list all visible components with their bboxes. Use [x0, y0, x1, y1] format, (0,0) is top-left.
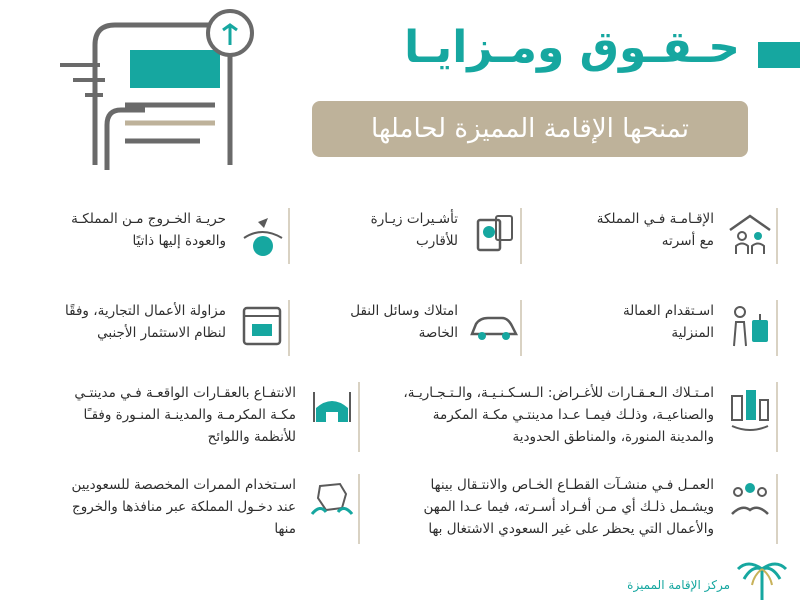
saudi-map-hands-icon	[302, 474, 360, 544]
title-accent-bar	[758, 42, 800, 68]
passport-visa-icon	[464, 208, 522, 264]
subtitle-text: تمنحها الإقامة المميزة لحاملها	[371, 114, 689, 144]
online-shop-icon	[232, 300, 290, 356]
document-illustration-icon	[55, 5, 265, 175]
car-icon	[464, 300, 522, 356]
benefit-domestic-workers: اسـتقدام العمالة المنزلية	[538, 300, 778, 360]
family-house-icon	[720, 208, 778, 264]
benefit-makkah-madinah-property: الانتفـاع بالعقـارات الواقعـة فـي مدينتـي مكـة المكرمـة والمدينـة المنـورة وفقـًا للأنظمة واللوائح	[10, 382, 360, 452]
brand-name: مركز الإقامة المميزة	[627, 578, 730, 592]
benefit-private-sector-work: العمـل فـي منشـآت القطـاع الخـاص والانتـقال بينها ويشـمل ذلـك أي مـن أفـراد أسـرته، فيما عـدا المهن والأعمال التي يحظر على غير السعودي الاشتغال بها	[368, 474, 778, 544]
benefit-citizen-lanes: اسـتخدام الممرات المخصصة للسعوديين عند دخـول المملكة عبر منافذها والخروج منها	[10, 474, 360, 544]
benefit-real-estate-ownership: امـتـلاك الـعـقـارات للأغـراض: الـسـكـنـيـة، والـتـجـاريـة، والصناعيـة، وذلـك فيمـا عـدا مدينتـي مكـة المكرمة والمدينة المنورة، والمناطق الحدودية	[378, 382, 778, 452]
benefit-vehicles: امتلاك وسائل النقل الخاصة	[272, 300, 522, 360]
palm-logo-icon	[734, 555, 790, 600]
page-title: حـقـوق ومـزايـا	[404, 22, 740, 73]
benefit-business: مزاولة الأعمال التجارية، وفقًا لنظام الاستثمار الأجنبي	[10, 300, 290, 360]
city-buildings-icon	[720, 382, 778, 452]
subtitle-banner	[320, 101, 740, 157]
luggage-worker-icon	[720, 300, 778, 356]
benefit-visit-visas: تأشـيرات زيـارة للأقارب	[282, 208, 522, 268]
holy-mosque-icon	[302, 382, 360, 452]
airplane-globe-icon	[232, 208, 290, 264]
team-handshake-icon	[720, 474, 778, 544]
benefit-residence-with-family: الإقـامـة فـي المملكة مع أسرته	[538, 208, 778, 268]
benefit-exit-reentry: حريـة الخـروج مـن المملكـة والعودة إليها ذاتيًا	[10, 208, 290, 268]
